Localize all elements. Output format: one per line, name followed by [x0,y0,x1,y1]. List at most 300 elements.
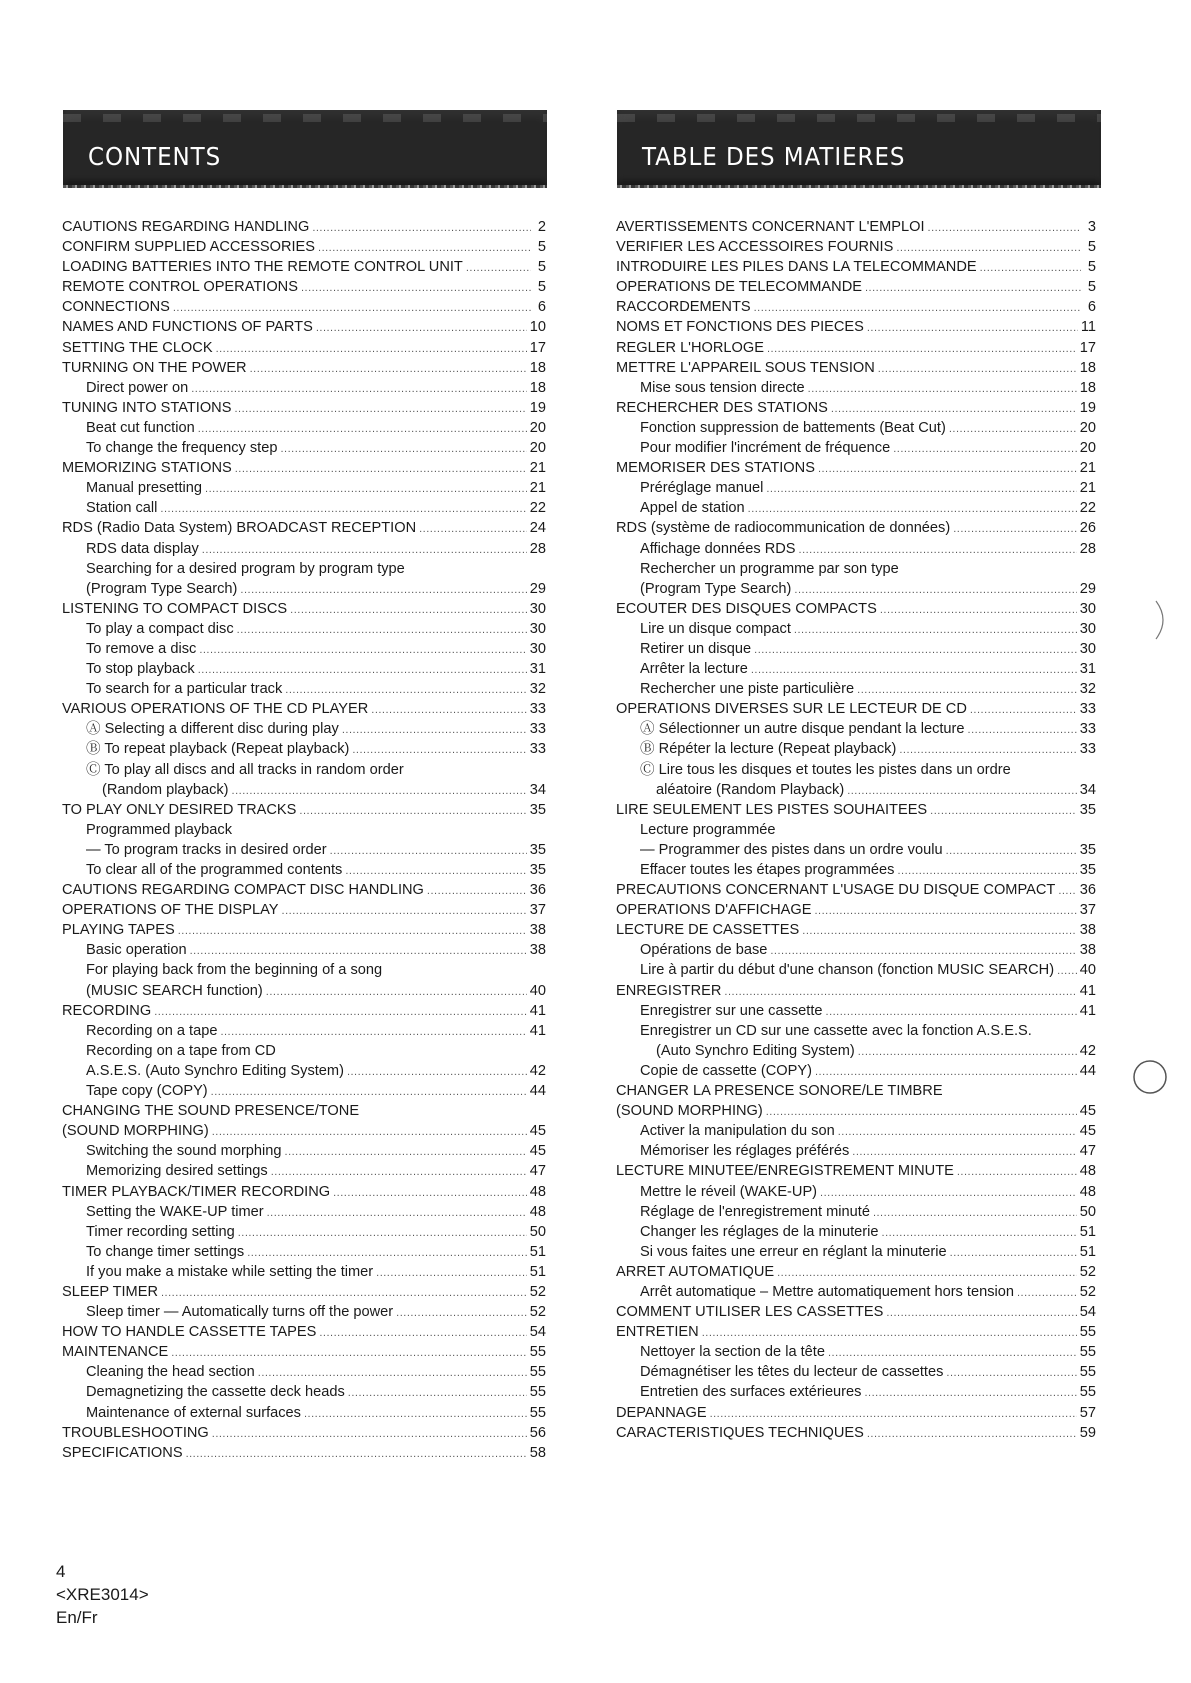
toc-entry-title: RDS data display [86,540,199,557]
toc-entry-page: 26 [1079,520,1096,537]
toc-entry-title: COMMENT UTILISER LES CASSETTES [616,1304,884,1321]
toc-entry [616,940,1096,960]
toc-entry [62,719,546,739]
toc-entry-title: Activer la manipulation du son [640,1123,835,1140]
toc-entry-page: 33 [529,701,546,718]
toc-entry [616,317,1096,337]
toc-entry-page: 44 [1079,1062,1096,1079]
toc-entry-page: 41 [529,1022,546,1039]
dot-leader [815,1061,1077,1082]
toc-entry-page: 45 [1079,1123,1096,1140]
dot-leader [154,1001,527,1022]
toc-entry [62,418,546,438]
toc-entry [616,1302,1096,1322]
dot-leader [882,1222,1077,1243]
toc-entry [62,880,546,900]
toc-entry-title: Préréglage manuel [640,480,764,497]
toc-entry [62,1081,546,1101]
toc-entry [616,478,1096,498]
toc-entry-page: 47 [1079,1143,1096,1160]
dot-leader [886,1302,1076,1323]
dot-leader [820,1182,1077,1203]
dot-leader [173,297,531,318]
toc-entry [62,1101,546,1121]
dot-leader [212,1423,527,1444]
toc-entry-title: MEMORIZING STATIONS [62,460,232,477]
toc-entry [62,1342,546,1362]
toc-entry-title: — Programmer des pistes dans un ordre voulu [640,841,943,858]
toc-entry-title: To stop playback [86,661,195,678]
toc-entry-page: 35 [529,841,546,858]
toc-entry [616,981,1096,1001]
toc-entry-title: RECORDING [62,1002,152,1019]
toc-entry-title: Lire un disque compact [640,620,791,637]
dot-leader [831,398,1077,419]
model-code: <XRE3014> [56,1585,149,1604]
toc-entry-page: 36 [1079,882,1096,899]
toc-entry-title: aléatoire (Random Playback) [656,781,845,798]
toc-entry-page: 5 [537,279,546,296]
dot-leader [250,358,527,379]
toc-entry-page: 35 [1079,801,1096,818]
dot-leader [202,539,527,560]
toc-entry-title: ENREGISTRER [616,982,722,999]
toc-entry-title: ENTRETIEN [616,1324,699,1341]
dot-leader [396,1302,527,1323]
toc-entry [62,1282,546,1302]
toc-entry-title: NOMS ET FONCTIONS DES PIECES [616,319,864,336]
dot-leader [893,438,1077,459]
toc-entry-page: 51 [1079,1223,1096,1240]
toc-entry-page: 28 [529,540,546,557]
dot-leader [371,699,527,720]
binding-hole-mark [1130,1055,1170,1099]
toc-entry-title: Appel de station [640,500,745,517]
toc-entry [616,1342,1096,1362]
toc-entry-page: 55 [1079,1324,1096,1341]
toc-entry-page: 30 [529,620,546,637]
toc-entry-page: 55 [1079,1344,1096,1361]
toc-entry-title: Maintenance of external surfaces [86,1404,301,1421]
toc-entry-title: VARIOUS OPERATIONS OF THE CD PLAYER [62,701,369,718]
toc-entry-page: 29 [529,580,546,597]
toc-entry [616,760,1096,780]
toc-entry-title: CHANGING THE SOUND PRESENCE/TONE [62,1103,360,1120]
toc-entry [62,317,546,337]
toc-entry [616,960,1096,980]
toc-entry-page: 3 [1087,219,1096,235]
toc-entry-page: 30 [529,640,546,657]
toc-entry [616,358,1096,378]
toc-entry-title: TROUBLESHOOTING [62,1424,209,1441]
toc-entry-title: Ⓒ To play all discs and all tracks in random order [86,761,404,778]
dot-leader [980,257,1081,278]
dot-leader [237,619,527,640]
dot-leader [799,539,1077,560]
toc-entry-title: REMOTE CONTROL OPERATIONS [62,279,298,296]
dot-leader [949,418,1077,439]
toc-entry-page: 55 [529,1404,546,1421]
toc-entry-page: 37 [1079,902,1096,919]
dot-leader [702,1322,1077,1343]
toc-entry [616,739,1096,759]
toc-entry-page: 45 [529,1143,546,1160]
dot-leader [950,1242,1077,1263]
toc-entry-page: 55 [1079,1364,1096,1381]
toc-entry [616,1041,1096,1061]
dot-leader [808,378,1077,399]
toc-entry [62,478,546,498]
toc-entry [616,1423,1096,1443]
toc-entry-page: 28 [1079,540,1096,557]
toc-entry-title: RDS (Radio Data System) BROADCAST RECEPTION [62,520,417,537]
toc-entry [62,217,546,237]
dot-leader [953,518,1077,539]
toc-entry [616,1403,1096,1423]
dot-leader [186,1443,527,1464]
toc-entry [616,338,1096,358]
toc-entry-page: 52 [1079,1263,1096,1280]
toc-entry [616,1161,1096,1181]
toc-entry [616,1061,1096,1081]
toc-entry-page: 37 [529,902,546,919]
dot-leader [847,780,1077,801]
dot-leader [266,981,527,1002]
toc-entry [616,559,1096,579]
dot-leader [896,237,1081,258]
toc-entry-page: 52 [1079,1283,1096,1300]
dot-leader [928,217,1081,238]
toc-entry-title: RDS (système de radiocommunication de données) [616,520,951,537]
toc-entry-title: LECTURE MINUTEE/ENREGISTREMENT MINUTE [616,1163,954,1180]
toc-entry [616,860,1096,880]
toc-entry [62,940,546,960]
toc-entry-page: 17 [529,339,546,356]
toc-entry [62,1141,546,1161]
toc-entry-page: 35 [1079,862,1096,878]
toc-entry [62,1443,546,1463]
toc-entry-title: Recording on a tape from CD [86,1042,276,1059]
toc-entry [616,1362,1096,1382]
toc-entry-page: 59 [1079,1424,1096,1441]
toc-entry-title: (SOUND MORPHING) [616,1103,763,1120]
toc-entry-page: 51 [529,1243,546,1260]
dot-leader [240,579,526,600]
toc-entry [62,458,546,478]
table-des-matieres-heading: TABLE DES MATIERES [642,142,906,171]
toc-entry [616,1141,1096,1161]
toc-entry-page: 19 [529,399,546,416]
toc-entry-title: Affichage données RDS [640,540,796,557]
dot-leader [857,679,1077,700]
dot-leader [161,1282,527,1303]
toc-entry-title: SPECIFICATIONS [62,1444,183,1461]
toc-entry [616,920,1096,940]
toc-entry-page: 42 [529,1062,546,1079]
dot-leader [304,1403,527,1424]
dot-leader [234,398,526,419]
toc-entry-title: MAINTENANCE [62,1344,169,1361]
toc-entry-title: Manual presetting [86,480,203,497]
toc-entry-page: 41 [529,1002,546,1019]
dot-leader [873,1202,1077,1223]
dot-leader [271,1161,527,1182]
dot-leader [946,1362,1076,1383]
toc-entry-page: 5 [537,239,546,256]
dot-leader [285,1141,527,1162]
dot-leader [748,498,1077,519]
toc-entry-page: 56 [529,1424,546,1441]
dot-leader [220,1021,526,1042]
toc-entry [62,1222,546,1242]
toc-entry [616,599,1096,619]
toc-entry-page: 45 [1079,1103,1096,1120]
toc-entry-page: 17 [1079,339,1096,356]
toc-entry-title: Setting the WAKE-UP timer [86,1203,264,1220]
toc-entry-title: REGLER L'HORLOGE [616,339,764,356]
toc-entry-title: Direct power on [86,379,189,396]
toc-entry [62,358,546,378]
toc-entry-title: SLEEP TIMER [62,1283,158,1300]
dot-leader [212,1121,527,1142]
dot-leader [285,679,526,700]
toc-entry-page: 30 [529,600,546,617]
toc-entry [62,257,546,277]
toc-entry [62,1001,546,1021]
toc-entry [62,1202,546,1222]
toc-entry-page: 48 [1079,1183,1096,1200]
dot-leader [957,1161,1077,1182]
dot-leader [235,458,527,479]
dot-leader [970,699,1077,720]
toc-entry-title: Memorizing desired settings [86,1163,268,1180]
toc-entry [62,699,546,719]
toc-entry-page: 38 [1079,922,1096,939]
toc-entry [616,679,1096,699]
dot-leader [205,478,527,499]
toc-entry-title: Lecture programmée [640,821,776,838]
toc-entry-title: Pour modifier l'incrément de fréquence [640,440,891,457]
toc-entry-page: 48 [529,1183,546,1200]
dot-leader [794,579,1076,600]
toc-entry [62,1161,546,1181]
contents-list-english [62,217,546,1463]
toc-entry [616,880,1096,900]
toc-entry-title: Fonction suppression de battements (Beat Cut) [640,419,946,436]
toc-entry-title: Beat cut function [86,419,195,436]
dot-leader [767,338,1077,359]
toc-entry [616,1222,1096,1242]
toc-entry-page: 29 [1079,580,1096,597]
toc-entry-title: Démagnétiser les têtes du lecteur de cassettes [640,1364,944,1381]
dot-leader [867,1423,1077,1444]
toc-entry-page: 34 [529,781,546,798]
toc-entry-title: CHANGER LA PRESENCE SONORE/LE TIMBRE [616,1083,943,1100]
dot-leader [178,920,527,941]
toc-entry-title: To search for a particular track [86,681,283,698]
toc-entry-page: 33 [1079,701,1096,718]
toc-entry [62,1262,546,1282]
toc-entry-title: OPERATIONS DIVERSES SUR LE LECTEUR DE CD [616,701,967,718]
toc-entry-page: 31 [529,661,546,678]
toc-entry [616,458,1096,478]
toc-entry-title: Ⓑ To repeat playback (Repeat playback) [86,741,350,758]
toc-entry [62,981,546,1001]
dot-leader [316,317,527,338]
toc-entry-title: Rechercher un programme par son type [640,560,899,577]
dot-leader [968,719,1077,740]
toc-entry [616,619,1096,639]
dot-leader [319,1322,526,1343]
toc-entry [62,820,546,840]
toc-entry-title: Sleep timer — Automatically turns off the power [86,1304,394,1321]
toc-entry [62,760,546,780]
toc-entry-page: 51 [1079,1243,1096,1260]
toc-entry-title: Réglage de l'enregistrement minuté [640,1203,870,1220]
toc-entry [616,639,1096,659]
toc-entry-page: 5 [1087,259,1096,276]
toc-entry-title: Programmed playback [86,821,233,838]
toc-entry-page: 52 [529,1304,546,1321]
toc-entry-title: Timer recording setting [86,1223,235,1240]
toc-entry [62,518,546,538]
toc-entry [616,719,1096,739]
toc-entry-title: To clear all of the programmed contents [86,862,343,878]
toc-entry-title: (Program Type Search) [640,580,792,597]
dot-leader [171,1342,527,1363]
toc-entry-title: Lire à partir du début d'une chanson (fonction MUSIC SEARCH) [640,962,1055,979]
toc-entry-title: Ⓐ Sélectionner un autre disque pendant la lecture [640,721,965,738]
toc-entry-title: Ⓐ Selecting a different disc during play [86,721,339,738]
toc-entry-page: 22 [529,500,546,517]
toc-entry-title: To change the frequency step [86,440,278,457]
toc-entry-page: 55 [529,1344,546,1361]
toc-entry-page: 41 [1079,1002,1096,1019]
dot-leader [867,317,1078,338]
toc-entry [616,1322,1096,1342]
toc-entry-page: 48 [529,1203,546,1220]
toc-entry-page: 5 [1087,239,1096,256]
toc-entry-title: MEMORISER DES STATIONS [616,460,815,477]
dot-leader [198,418,527,439]
contents-list-french [616,217,1096,1443]
toc-entry-title: Switching the sound morphing [86,1143,282,1160]
toc-entry-title: Enregistrer un CD sur une cassette avec la fonction A.S.E.S. [640,1022,1032,1039]
toc-entry-page: 30 [1079,640,1096,657]
toc-entry-title: Basic operation [86,942,187,959]
toc-entry-page: 18 [529,379,546,396]
dot-leader [794,619,1077,640]
dot-leader [238,1222,527,1243]
dot-leader [342,719,527,740]
dot-leader [216,338,527,359]
toc-entry-page: 21 [529,480,546,497]
toc-entry-title: Demagnetizing the cassette deck heads [86,1384,345,1401]
toc-entry-page: 38 [529,922,546,939]
toc-entry [616,1182,1096,1202]
toc-entry [62,559,546,579]
toc-entry-title: METTRE L'APPAREIL SOUS TENSION [616,359,875,376]
dot-leader [466,257,531,278]
toc-entry-page: 55 [1079,1384,1096,1401]
toc-entry [616,1382,1096,1402]
toc-entry [616,699,1096,719]
dot-leader [301,277,531,298]
toc-entry-page: 21 [529,460,546,477]
language-code: En/Fr [56,1608,98,1627]
toc-entry-title: Changer les réglages de la minuterie [640,1223,879,1240]
toc-entry-title: Cleaning the head section [86,1364,255,1381]
toc-entry-title: Entretien des surfaces extérieures [640,1384,862,1401]
toc-entry-title: Nettoyer la section de la tête [640,1344,825,1361]
dot-leader [330,840,527,861]
toc-entry [62,438,546,458]
toc-entry-title: LOADING BATTERIES INTO THE REMOTE CONTROL UNIT [62,259,463,276]
toc-entry [62,338,546,358]
toc-entry-page: 35 [1079,841,1096,858]
toc-entry-title: Mettre le réveil (WAKE-UP) [640,1183,818,1200]
toc-entry [616,659,1096,679]
dot-leader [802,920,1076,941]
scan-edge-mark [1150,595,1174,645]
toc-entry-title: (SOUND MORPHING) [62,1123,209,1140]
dot-leader [160,498,526,519]
toc-entry [62,277,546,297]
toc-entry-page: 2 [537,219,546,235]
dot-leader [312,217,531,238]
dot-leader [419,518,527,539]
toc-entry-page: 20 [529,440,546,457]
toc-entry-title: To remove a disc [86,640,197,657]
toc-entry-page: 44 [529,1083,546,1100]
dot-leader [318,237,531,258]
toc-entry [62,800,546,820]
dot-leader [352,739,526,760]
toc-entry-title: Tape copy (COPY) [86,1083,208,1100]
page-number: 4 [56,1562,66,1581]
dot-leader [333,1182,527,1203]
dot-leader [190,940,527,961]
toc-entry-title: To play a compact disc [86,620,234,637]
toc-entry-title: ARRET AUTOMATIQUE [616,1263,775,1280]
toc-entry-title: VERIFIER LES ACCESSOIRES FOURNIS [616,239,894,256]
toc-entry [62,1121,546,1141]
toc-entry-page: 47 [529,1163,546,1180]
dot-leader [878,358,1077,379]
toc-entry-title: Rechercher une piste particulière [640,681,855,698]
toc-entry-title: TO PLAY ONLY DESIRED TRACKS [62,801,297,818]
toc-entry [62,1061,546,1081]
toc-entry [616,398,1096,418]
toc-entry-page: 55 [529,1384,546,1401]
dot-leader [1058,880,1076,901]
toc-entry-title: HOW TO HANDLE CASSETTE TAPES [62,1324,317,1341]
dot-leader [751,659,1077,680]
toc-entry [616,1242,1096,1262]
toc-entry-title: Mise sous tension directe [640,379,805,396]
toc-entry-title: Enregistrer sur une cassette [640,1002,823,1019]
toc-entry-page: 18 [1079,379,1096,396]
toc-entry [616,539,1096,559]
toc-entry [616,1121,1096,1141]
dot-leader [282,900,527,921]
dot-leader [191,378,527,399]
toc-entry [62,860,546,880]
dot-leader [247,1242,527,1263]
toc-entry-page: 31 [1079,661,1096,678]
dot-leader [818,458,1077,479]
toc-entry-page: 19 [1079,399,1096,416]
